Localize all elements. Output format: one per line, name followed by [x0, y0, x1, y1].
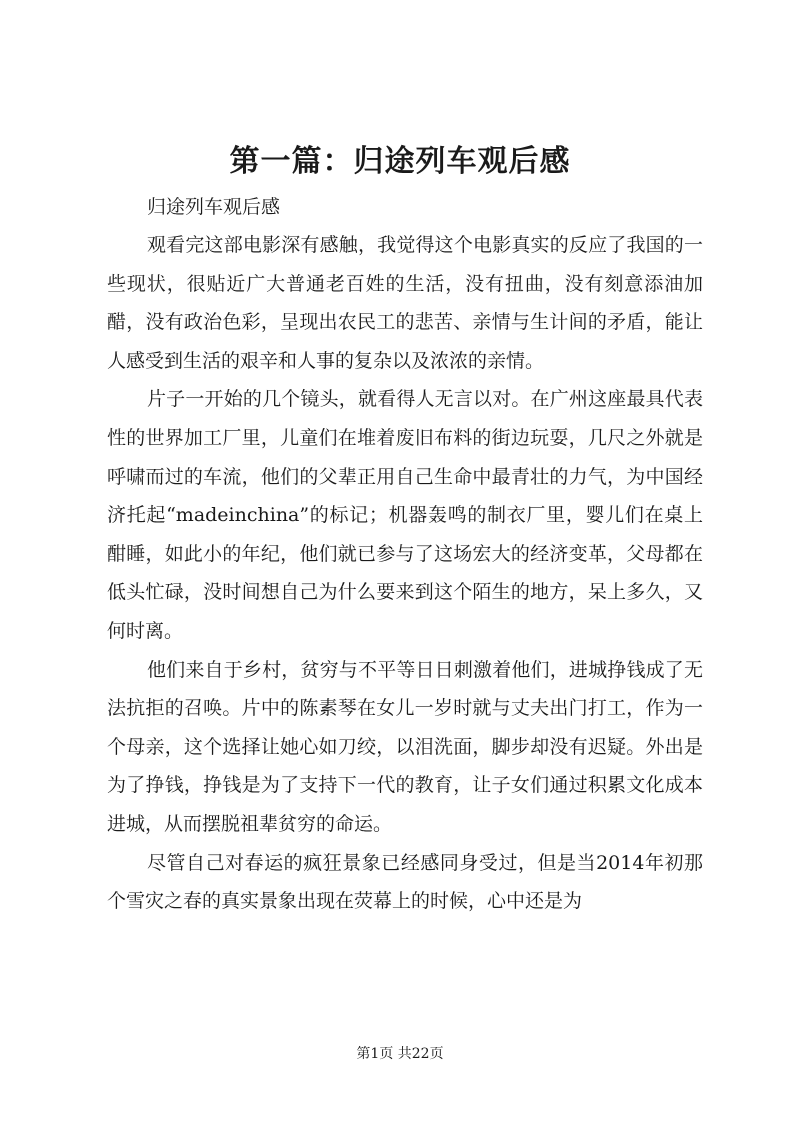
document-body: [107, 188, 703, 921]
paragraph: 他们来自于乡村，贫穷与不平等日日刺激着他们，进城挣钱成了无法抗拒的召唤。片中的陈素琴在女儿一岁时就与丈夫出门打工，作为一个母亲，这个选择让她心如刀绞，以泪洗面，脚步却没有迟疑。外出是为了挣钱，挣钱是为了支持下一代的教育，让子女们通过积累文化成本进城，从而摆脱祖辈贫穷的命运。: [107, 658, 703, 835]
paragraph: 观看完这部电影深有感触，我觉得这个电影真实的反应了我国的一些现状，很贴近广大普通老百姓的生活，没有扭曲，没有刻意添油加醋，没有政治色彩，呈现出农民工的悲苦、亲情与生计间的矛盾，能让人感受到生活的艰辛和人事的复杂以及浓浓的亲情。: [107, 234, 703, 372]
document-subtitle: 归途列车观后感: [147, 196, 281, 218]
paragraph: 片子一开始的几个镜头，就看得人无言以对。在广州这座最具代表性的世界加工厂里，儿童们在堆着废旧布料的街边玩耍，几尺之外就是呼啸而过的车流，他们的父辈正用自己生命中最青壮的力气，为中国经济托起“madeinchina”的标记；机器轰鸣的制衣厂里，婴儿们在桌上酣睡，如此小的年纪，他们就已参与了这场宏大的经济变革，父母都在低头忙碌，没时间想自己为什么要来到这个陌生的地方，呆上多久，又何时离。: [107, 388, 703, 642]
page-footer: 第1页 共22页: [356, 1046, 444, 1062]
paragraph: 尽管自己对春运的疯狂景象已经感同身受过，但是当2014年初那个雪灾之春的真实景象出现在荧幕上的时候，心中还是为: [107, 851, 703, 913]
document-title: 第一篇：归途列车观后感: [229, 144, 571, 179]
